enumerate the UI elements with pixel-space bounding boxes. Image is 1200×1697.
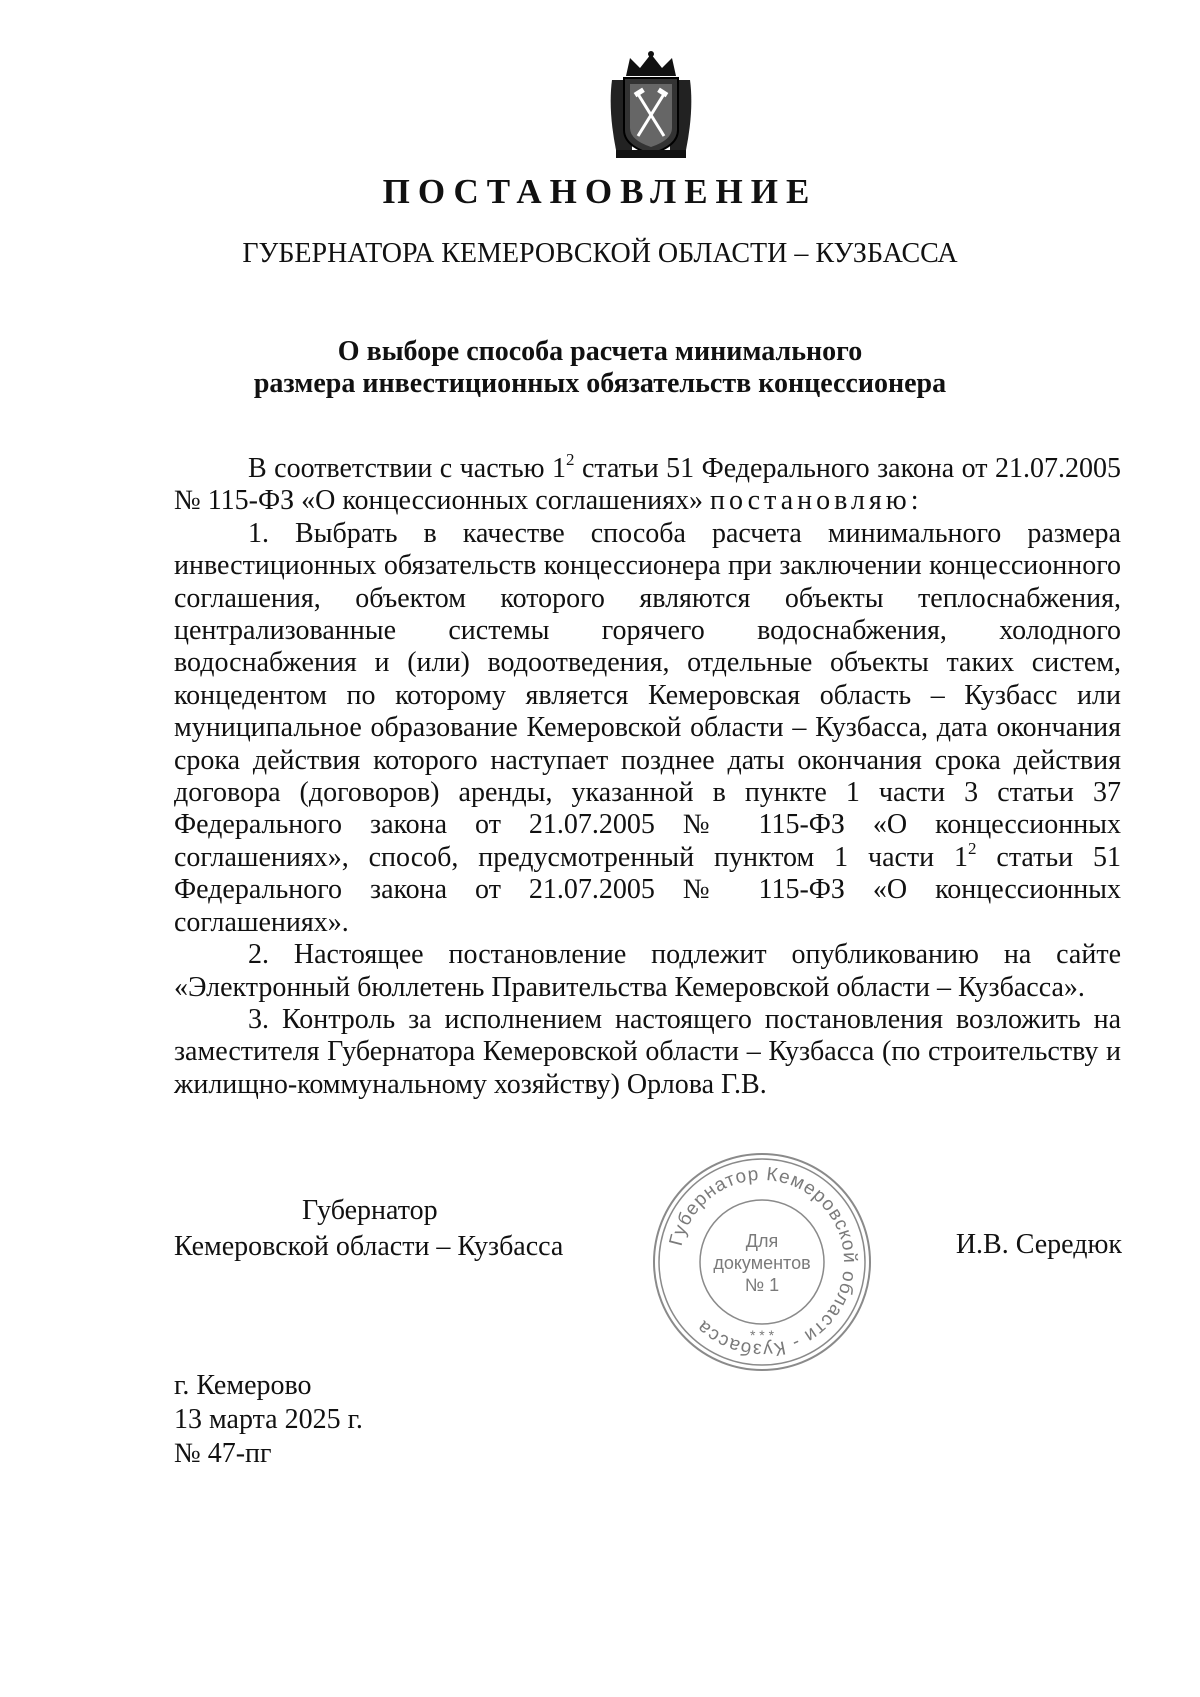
document-title — [0, 336, 1200, 400]
resolution-verb: постановляю: — [710, 485, 923, 517]
document-body — [174, 449, 1122, 1101]
city: г. Кемерово — [174, 1370, 312, 1401]
preamble-paragraph: В соответствии с частью $1^2$ статьи 51 Федерального закона от 21.07.2005 № 115-ФЗ «О концессионных соглашениях» постановляю: — [174, 449, 1121, 517]
issuer-line: ГУБЕРНАТОРА КЕМЕРОВСКОЙ ОБЛАСТИ – КУЗБАССА — [242, 238, 958, 269]
seal-line-2: документов — [713, 1253, 811, 1273]
title-line-2: размера инвестиционных обязательств концессионера — [253, 368, 947, 399]
official-seal — [650, 1150, 874, 1374]
document-footer — [174, 1369, 363, 1471]
signatory-position: Губернатор Кемеровской области – Кузбасса — [174, 1195, 564, 1262]
seal-line-3: № 1 — [744, 1275, 780, 1295]
document-number: № 47-пг — [174, 1438, 272, 1469]
paragraph-3: 3. Контроль за исполнением настоящего постановления возложить на заместителя Губернатора Кемеровской области – Кузбасса (по строительству и жилищно-коммунальному хозяйству) Орлова Г.В. — [174, 1003, 1121, 1100]
seal-stars: * * * — [749, 1327, 775, 1343]
coat-of-arms-icon — [606, 50, 696, 162]
document-type: ПОСТАНОВЛЕНИЕ — [382, 172, 818, 211]
paragraph-1: 1. Выбрать в качестве способа расчета минимального размера инвестиционных обязательств концессионера при заключении концессионного соглашения, объектом которого являются объекты теплоснабжения, централизованные системы горячего водоснабжения, холодного водоснабжения и (или) водоотведения, отдельные объекты таких систем, концедентом по которому является Кемеровская область – Кузбасс или муниципальное образование Кемеровской области – Кузбасса, дата окончания срока действия которого наступает позднее даты окончания срока действия договора (договоров) аренды, указанной в пункте 1 части 3 статьи 37 Федерального закона от 21.07.2005 № 115-ФЗ «О концессионных соглашениях», способ, предусмотренный пунктом 1 части $1^2$ статьи 51 Федерального закона от 21.07.2005 № 115-ФЗ «О концессионных соглашениях». — [174, 517, 1122, 938]
date: 13 марта 2025 г. — [174, 1404, 363, 1435]
seal-line-1: Для — [745, 1231, 779, 1251]
title-line-1: О выборе способа расчета минимального — [337, 336, 863, 367]
signatory-name: И.В. Середюк — [955, 1229, 1122, 1260]
paragraph-2: 2. Настоящее постановление подлежит опубликованию на сайте «Электронный бюллетень Правительства Кемеровской области – Кузбасса». — [174, 939, 1121, 1003]
seal-ring-text: Губернатор Кемеровской области - Кузбасса — [665, 1163, 861, 1361]
